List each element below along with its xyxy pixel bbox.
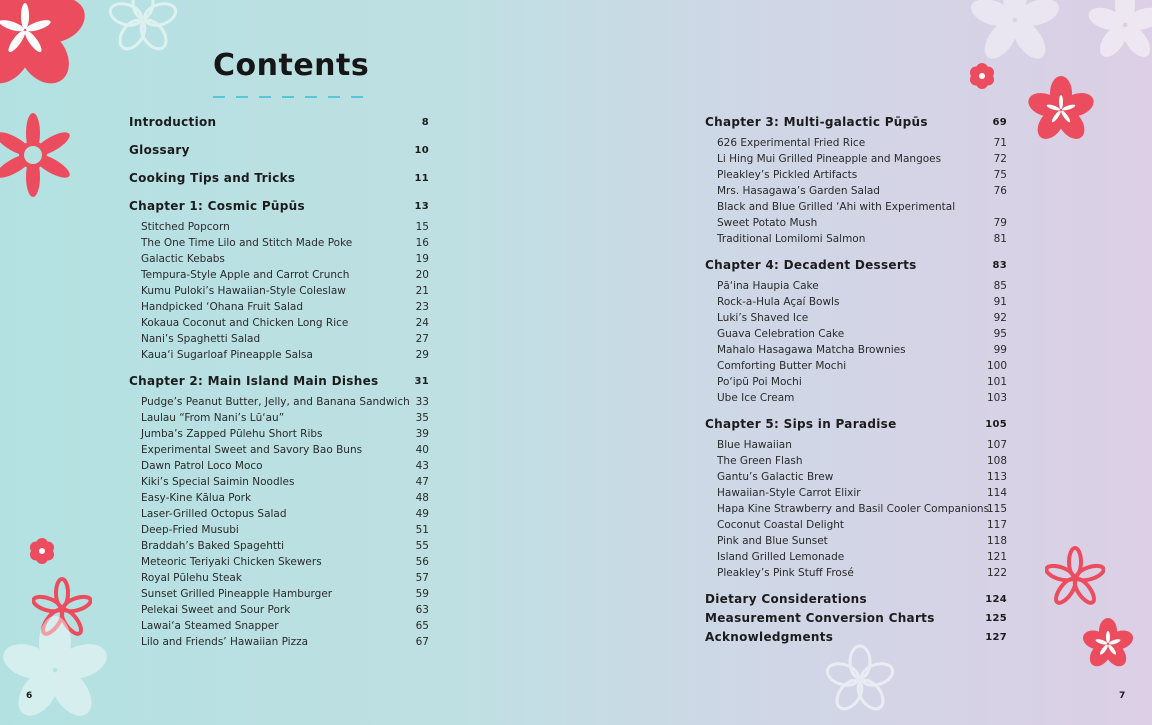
recipe-page: 71 <box>993 137 1007 149</box>
recipe-entry[interactable] <box>141 586 429 602</box>
recipe-page: 107 <box>986 439 1007 451</box>
recipe-label: Comforting Butter Mochi <box>717 360 847 372</box>
red-flower-bottom-right <box>1078 614 1138 674</box>
flower-outline-top-left <box>98 0 188 60</box>
chapter-page: 105 <box>985 419 1007 430</box>
recipe-entry[interactable] <box>141 267 429 283</box>
recipe-page: 63 <box>415 604 429 616</box>
recipe-label: Experimental Sweet and Savory Bao Buns <box>141 444 363 456</box>
recipe-list <box>717 135 1007 247</box>
chapter-label: Chapter 2: Main Island Main Dishes <box>129 374 379 388</box>
recipe-page: 56 <box>415 556 429 568</box>
entry-page: 124 <box>985 594 1007 605</box>
recipe-list <box>141 394 429 650</box>
recipe-entry[interactable] <box>141 219 429 235</box>
recipe-entry[interactable] <box>141 458 429 474</box>
recipe-page: 85 <box>993 280 1007 292</box>
recipe-label: The One Time Lilo and Stitch Made Poke <box>141 237 353 249</box>
entry-page: 127 <box>985 632 1007 643</box>
recipe-page: 99 <box>993 344 1007 356</box>
chapter-page: 31 <box>414 376 429 387</box>
recipe-entry[interactable] <box>141 251 429 267</box>
chapter-label: Chapter 5: Sips in Paradise <box>705 417 897 431</box>
chapter-heading-1[interactable] <box>129 197 429 216</box>
entry-label: Glossary <box>129 143 190 157</box>
recipe-page: 23 <box>415 301 429 313</box>
recipe-page: 47 <box>415 476 429 488</box>
red-flower-top-right <box>1023 72 1099 148</box>
recipe-label: Rock-a-Hula Açaí Bowls <box>717 296 840 308</box>
chapter-heading-5[interactable] <box>705 415 1007 434</box>
entry-page: 11 <box>414 173 429 184</box>
recipe-entry[interactable] <box>717 183 1007 199</box>
page-number-right: 7 <box>1119 691 1126 701</box>
flower-decoration-top-left <box>0 0 90 105</box>
recipe-entry[interactable] <box>141 347 429 363</box>
recipe-label: Guava Celebration Cake <box>717 328 845 340</box>
entry-label: Measurement Conversion Charts <box>705 611 935 625</box>
chapter-heading-3[interactable] <box>705 113 1007 132</box>
recipe-entry[interactable] <box>141 490 429 506</box>
recipe-label: Kaua‘i Sugarloaf Pineapple Salsa <box>141 349 313 361</box>
recipe-label: Pā‘ina Haupia Cake <box>717 280 819 292</box>
recipe-entry[interactable] <box>717 437 1007 453</box>
recipe-page: 91 <box>993 296 1007 308</box>
flower-outline-bottom-center <box>815 640 905 720</box>
recipe-entry[interactable] <box>717 549 1007 565</box>
chapter-heading-4[interactable] <box>705 256 1007 275</box>
toc-entry-dietary-considerations[interactable] <box>705 590 1007 609</box>
recipe-page: 76 <box>993 185 1007 197</box>
recipe-entry[interactable] <box>717 342 1007 358</box>
recipe-entry[interactable] <box>141 299 429 315</box>
recipe-label: Black and Blue Grilled ‘Ahi with Experimental Sweet Potato Mush <box>717 201 956 229</box>
recipe-label: Hawaiian-Style Carrot Elixir <box>717 487 861 499</box>
recipe-entry[interactable] <box>717 135 1007 151</box>
entry-page: 125 <box>985 613 1007 624</box>
contents-column-right <box>705 113 1007 647</box>
recipe-page: 100 <box>986 360 1007 372</box>
recipe-list <box>717 437 1007 581</box>
recipe-entry[interactable] <box>141 522 429 538</box>
recipe-entry[interactable] <box>141 410 429 426</box>
recipe-label: Laulau “From Nani’s Lū‘au” <box>141 412 285 424</box>
chapter-group-5 <box>705 415 1007 581</box>
recipe-label: Pudge’s Peanut Butter, Jelly, and Banana Sandwich <box>141 396 410 408</box>
recipe-entry[interactable] <box>141 474 429 490</box>
recipe-label: Easy-Kine Kālua Pork <box>141 492 252 504</box>
recipe-entry[interactable] <box>141 283 429 299</box>
recipe-label: 626 Experimental Fried Rice <box>717 137 866 149</box>
recipe-label: Galactic Kebabs <box>141 253 225 265</box>
recipe-label: The Green Flash <box>717 455 803 467</box>
recipe-entry[interactable] <box>717 326 1007 342</box>
recipe-label: Blue Hawaiian <box>717 439 792 451</box>
recipe-page: 114 <box>986 487 1007 499</box>
recipe-page: 15 <box>415 221 429 233</box>
recipe-label: Pelekai Sweet and Sour Pork <box>141 604 291 616</box>
recipe-label: Dawn Patrol Loco Moco <box>141 460 263 472</box>
entry-page: 8 <box>421 117 429 128</box>
flower-outline-corner-right <box>1085 0 1152 65</box>
chapter-page: 69 <box>992 117 1007 128</box>
toc-entry-acknowledgments[interactable] <box>705 628 1007 647</box>
recipe-entry[interactable] <box>717 199 1007 231</box>
recipe-page: 101 <box>986 376 1007 388</box>
recipe-label: Mahalo Hasagawa Matcha Brownies <box>717 344 906 356</box>
recipe-entry[interactable] <box>717 390 1007 406</box>
recipe-entry[interactable] <box>717 310 1007 326</box>
recipe-page: 57 <box>415 572 429 584</box>
recipe-entry[interactable] <box>141 538 429 554</box>
recipe-entry[interactable] <box>717 231 1007 247</box>
recipe-page: 118 <box>986 535 1007 547</box>
recipe-label: Luki’s Shaved Ice <box>717 312 809 324</box>
recipe-page: 48 <box>415 492 429 504</box>
recipe-label: Lawai‘a Steamed Snapper <box>141 620 279 632</box>
recipe-entry[interactable] <box>717 565 1007 581</box>
recipe-label: Lilo and Friends’ Hawaiian Pizza <box>141 636 309 648</box>
recipe-label: Gantu’s Galactic Brew <box>717 471 834 483</box>
recipe-label: Mrs. Hasagawa’s Garden Salad <box>717 185 880 197</box>
chapter-group-3 <box>705 113 1007 247</box>
recipe-page: 20 <box>415 269 429 281</box>
splash-decoration-right <box>1045 545 1105 611</box>
small-red-flower-top-right <box>967 61 997 91</box>
flower-outline-bottom-left <box>0 615 120 725</box>
recipe-page: 113 <box>986 471 1007 483</box>
recipe-label: Stitched Popcorn <box>141 221 230 233</box>
recipe-entry[interactable] <box>141 618 429 634</box>
recipe-entry[interactable] <box>141 394 429 410</box>
entry-label: Cooking Tips and Tricks <box>129 171 296 185</box>
recipe-label: Li Hing Mui Grilled Pineapple and Mangoes <box>717 153 942 165</box>
chapter-label: Chapter 4: Decadent Desserts <box>705 258 917 272</box>
chapter-group-4 <box>705 256 1007 406</box>
recipe-entry[interactable] <box>717 167 1007 183</box>
recipe-page: 35 <box>415 412 429 424</box>
toc-entry-cooking-tips[interactable] <box>129 169 429 188</box>
recipe-label: Pink and Blue Sunset <box>717 535 828 547</box>
recipe-page: 27 <box>415 333 429 345</box>
contents-column-left <box>129 113 429 659</box>
recipe-page: 21 <box>415 285 429 297</box>
recipe-entry[interactable] <box>141 554 429 570</box>
recipe-page: 59 <box>415 588 429 600</box>
recipe-page: 49 <box>415 508 429 520</box>
recipe-page: 81 <box>993 233 1007 245</box>
entry-label: Dietary Considerations <box>705 592 867 606</box>
page-number-left: 6 <box>26 691 33 701</box>
recipe-label: Kiki’s Special Saimin Noodles <box>141 476 295 488</box>
chapter-heading-2[interactable] <box>129 372 429 391</box>
splash-decoration-left <box>0 110 70 200</box>
recipe-page: 75 <box>993 169 1007 181</box>
recipe-label: Deep-Fried Musubi <box>141 524 239 536</box>
recipe-entry[interactable] <box>141 602 429 618</box>
recipe-page: 92 <box>993 312 1007 324</box>
entry-label: Acknowledgments <box>705 630 834 644</box>
recipe-entry[interactable] <box>717 469 1007 485</box>
recipe-page: 55 <box>415 540 429 552</box>
recipe-page: 121 <box>986 551 1007 563</box>
back-matter-list <box>705 590 1007 647</box>
recipe-page: 95 <box>993 328 1007 340</box>
toc-entry-glossary[interactable] <box>129 141 429 160</box>
small-red-flower-left <box>27 536 57 566</box>
recipe-label: Braddah’s Baked Spagehtti <box>141 540 285 552</box>
recipe-label: Coconut Coastal Delight <box>717 519 844 531</box>
recipe-page: 67 <box>415 636 429 648</box>
recipe-label: Nani’s Spaghetti Salad <box>141 333 261 345</box>
recipe-page: 33 <box>415 396 429 408</box>
recipe-label: Kumu Puloki’s Hawaiian-Style Coleslaw <box>141 285 346 297</box>
recipe-page: 115 <box>986 503 1007 515</box>
recipe-label: Pleakley’s Pickled Artifacts <box>717 169 858 181</box>
recipe-entry[interactable] <box>141 570 429 586</box>
chapter-page: 83 <box>992 260 1007 271</box>
recipe-page: 103 <box>986 392 1007 404</box>
chapter-label: Chapter 3: Multi-galactic Pūpūs <box>705 115 928 129</box>
toc-entry-introduction[interactable] <box>129 113 429 132</box>
page-title: Contents <box>213 48 370 83</box>
recipe-entry[interactable] <box>141 634 429 650</box>
recipe-label: Island Grilled Lemonade <box>717 551 845 563</box>
recipe-entry[interactable] <box>717 517 1007 533</box>
recipe-entry[interactable] <box>717 294 1007 310</box>
recipe-entry[interactable] <box>717 374 1007 390</box>
recipe-page: 51 <box>415 524 429 536</box>
recipe-page: 72 <box>993 153 1007 165</box>
recipe-label: Jumba’s Zapped Pūlehu Short Ribs <box>141 428 323 440</box>
recipe-entry[interactable] <box>141 426 429 442</box>
recipe-entry[interactable] <box>141 442 429 458</box>
recipe-list <box>717 278 1007 406</box>
recipe-page: 29 <box>415 349 429 361</box>
recipe-page: 16 <box>415 237 429 249</box>
recipe-entry[interactable] <box>141 331 429 347</box>
recipe-page: 43 <box>415 460 429 472</box>
recipe-page: 117 <box>986 519 1007 531</box>
recipe-entry[interactable] <box>141 235 429 251</box>
recipe-label: Tempura-Style Apple and Carrot Crunch <box>141 269 350 281</box>
recipe-label: Pleakley’s Pink Stuff Frosé <box>717 567 854 579</box>
recipe-page: 65 <box>415 620 429 632</box>
recipe-page: 79 <box>993 217 1007 229</box>
recipe-entry[interactable] <box>717 485 1007 501</box>
chapter-page: 13 <box>414 201 429 212</box>
recipe-label: Kokaua Coconut and Chicken Long Rice <box>141 317 349 329</box>
recipe-page: 108 <box>986 455 1007 467</box>
recipe-page: 19 <box>415 253 429 265</box>
recipe-entry[interactable] <box>717 533 1007 549</box>
recipe-page: 122 <box>986 567 1007 579</box>
recipe-label: Po‘ipū Poi Mochi <box>717 376 802 388</box>
recipe-label: Ube Ice Cream <box>717 392 795 404</box>
recipe-page: 40 <box>415 444 429 456</box>
recipe-entry[interactable] <box>717 358 1007 374</box>
recipe-label: Royal Pūlehu Steak <box>141 572 242 584</box>
recipe-page: 24 <box>415 317 429 329</box>
recipe-label: Laser-Grilled Octopus Salad <box>141 508 287 520</box>
chapter-group-2 <box>129 372 429 650</box>
entry-page: 10 <box>414 145 429 156</box>
title-underline <box>213 96 365 98</box>
recipe-entry[interactable] <box>717 453 1007 469</box>
recipe-list <box>141 219 429 363</box>
recipe-entry[interactable] <box>717 151 1007 167</box>
recipe-entry[interactable] <box>141 506 429 522</box>
toc-entry-measurement-charts[interactable] <box>705 609 1007 628</box>
recipe-label: Handpicked ‘Ohana Fruit Salad <box>141 301 304 313</box>
recipe-label: Traditional Lomilomi Salmon <box>717 233 866 245</box>
recipe-label: Sunset Grilled Pineapple Hamburger <box>141 588 333 600</box>
recipe-entry[interactable] <box>717 278 1007 294</box>
recipe-entry[interactable] <box>717 501 1007 517</box>
recipe-label: Meteoric Teriyaki Chicken Skewers <box>141 556 322 568</box>
recipe-page: 39 <box>415 428 429 440</box>
entry-label: Introduction <box>129 115 217 129</box>
chapter-label: Chapter 1: Cosmic Pūpūs <box>129 199 305 213</box>
flower-outline-top-right <box>965 0 1065 70</box>
recipe-label: Hapa Kine Strawberry and Basil Cooler Companions <box>717 503 990 515</box>
chapter-group-1 <box>129 197 429 363</box>
recipe-entry[interactable] <box>141 315 429 331</box>
